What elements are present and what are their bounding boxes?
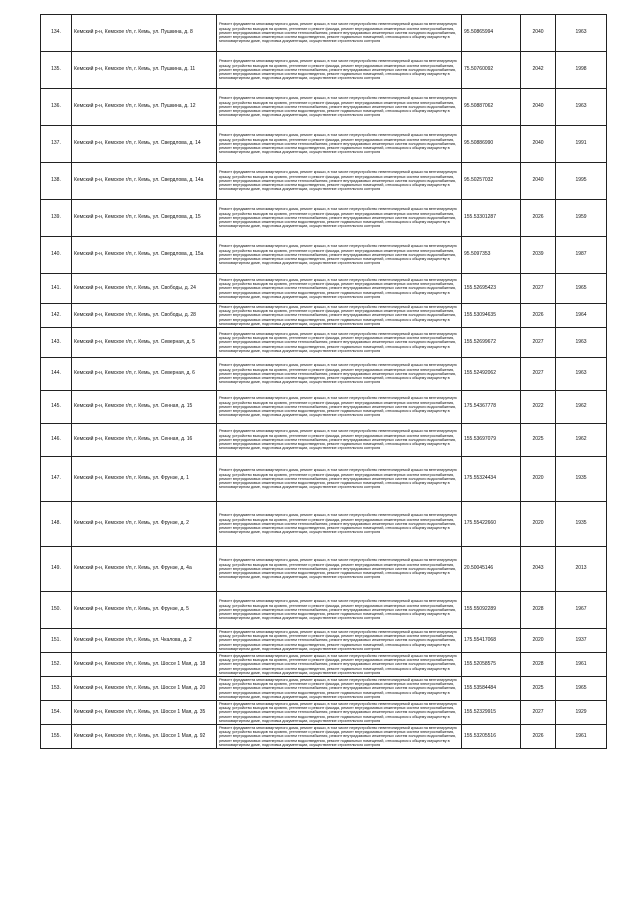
address-cell: Кемский р-н, Кемское г/п, г. Кемь, ул. Шоссе 1 Мая, д. 20 [72, 677, 217, 701]
address-cell: Кемский р-н, Кемское г/п, г. Кемь, ул. Северная, д. 6 [72, 358, 217, 391]
work-description-cell: Ремонт фундамента многоквартирного дома, ремонт крыши, в том числе переустройство невентилируемой крыши на вентилируемую крышу, устройство выходов на кровлю, утепление и ремонт фасада, ремонт внутридомовых инженерных систем электроснабжения, ремонт внутридомовых инженерных систем теплоснабжения, ремонт внутридомовых инженерных систем холодного водоснабжения, ремонт внутридомовых инженерных систем водоотведения, ремонт подвальных помещений, относящихся к общему имуществу в многоквартирном доме, подготовка документации, осуществление строительного контроля [217, 701, 462, 725]
work-description-cell: Ремонт фундамента многоквартирного дома, ремонт крыши, в том числе переустройство невентилируемой крыши на вентилируемую крышу, устройство выходов на кровлю, утепление и ремонт фасада, ремонт внутридомовых инженерных систем электроснабжения, ремонт внутридомовых инженерных систем теплоснабжения, ремонт внутридомовых инженерных систем холодного водоснабжения, ремонт внутридомовых инженерных систем водоотведения, ремонт подвальных помещений, относящихся к общему имуществу в многоквартирном доме, подготовка документации, осуществление строительного контроля [217, 304, 462, 328]
row-number-cell: 149. [41, 547, 72, 592]
cost-cell: 75.50760092 [462, 52, 521, 89]
table-row [41, 547, 607, 592]
address-cell: Кемский р-н, Кемское г/п, г. Кемь, ул. Свердлова, д. 15 [72, 200, 217, 237]
address-cell: Кемский р-н, Кемское г/п, г. Кемь, ул. Свердлова, д. 15а [72, 237, 217, 274]
build-year-cell: 1995 [556, 163, 607, 200]
cost-cell: 95.50257032 [462, 163, 521, 200]
work-description-cell: Ремонт фундамента многоквартирного дома, ремонт крыши, в том числе переустройство невентилируемой крыши на вентилируемую крышу, устройство выходов на кровлю, утепление и ремонт фасада, ремонт внутридомовых инженерных систем электроснабжения, ремонт внутридомовых инженерных систем теплоснабжения, ремонт внутридомовых инженерных систем холодного водоснабжения, ремонт внутридомовых инженерных систем водоотведения, ремонт подвальных помещений, относящихся к общему имуществу в многоквартирном доме, подготовка документации, осуществление строительного контроля [217, 725, 462, 749]
row-number-cell: 137. [41, 126, 72, 163]
row-number-cell: 155. [41, 725, 72, 749]
planned-year-cell: 2027 [521, 274, 556, 304]
planned-year-cell: 2040 [521, 126, 556, 163]
build-year-cell: 1935 [556, 502, 607, 547]
build-year-cell: 1962 [556, 391, 607, 424]
planned-year-cell: 2040 [521, 89, 556, 126]
planned-year-cell: 2026 [521, 304, 556, 328]
cost-cell: 95.50887062 [462, 89, 521, 126]
work-description-cell: Ремонт фундамента многоквартирного дома, ремонт крыши, в том числе переустройство невентилируемой крыши на вентилируемую крышу, устройство выходов на кровлю, утепление и ремонт фасада, ремонт внутридомовых инженерных систем электроснабжения, ремонт внутридомовых инженерных систем теплоснабжения, ремонт внутридомовых инженерных систем холодного водоснабжения, ремонт внутридомовых инженерных систем водоотведения, ремонт подвальных помещений, относящихся к общему имуществу в многоквартирном доме, подготовка документации, осуществление строительного контроля [217, 89, 462, 126]
cost-cell: 155.52058575 [462, 653, 521, 677]
work-description-cell: Ремонт фундамента многоквартирного дома, ремонт крыши, в том числе переустройство невентилируемой крыши на вентилируемую крышу, устройство выходов на кровлю, утепление и ремонт фасада, ремонт внутридомовых инженерных систем электроснабжения, ремонт внутридомовых инженерных систем теплоснабжения, ремонт внутридомовых инженерных систем холодного водоснабжения, ремонт внутридомовых инженерных систем водоотведения, ремонт подвальных помещений, относящихся к общему имуществу в многоквартирном доме, подготовка документации, осуществление строительного контроля [217, 358, 462, 391]
planned-year-cell: 2025 [521, 677, 556, 701]
planned-year-cell: 2026 [521, 725, 556, 749]
row-number-cell: 146. [41, 424, 72, 457]
table-row [41, 200, 607, 237]
planned-year-cell: 2039 [521, 237, 556, 274]
work-description-cell: Ремонт фундамента многоквартирного дома, ремонт крыши, в том числе переустройство невентилируемой крыши на вентилируемую крышу, устройство выходов на кровлю, утепление и ремонт фасада, ремонт внутридомовых инженерных систем электроснабжения, ремонт внутридомовых инженерных систем теплоснабжения, ремонт внутридомовых инженерных систем холодного водоснабжения, ремонт внутридомовых инженерных систем водоотведения, ремонт подвальных помещений, относящихся к общему имуществу в многоквартирном доме, подготовка документации, осуществление строительного контроля [217, 677, 462, 701]
table-row [41, 237, 607, 274]
row-number-cell: 134. [41, 15, 72, 52]
work-description-cell: Ремонт фундамента многоквартирного дома, ремонт крыши, в том числе переустройство невентилируемой крыши на вентилируемую крышу, устройство выходов на кровлю, утепление и ремонт фасада, ремонт внутридомовых инженерных систем электроснабжения, ремонт внутридомовых инженерных систем теплоснабжения, ремонт внутридомовых инженерных систем холодного водоснабжения, ремонт внутридомовых инженерных систем водоотведения, ремонт подвальных помещений, относящихся к общему имуществу в многоквартирном доме, подготовка документации, осуществление строительного контроля [217, 15, 462, 52]
cost-cell: 155.52699672 [462, 328, 521, 358]
work-description-cell: Ремонт фундамента многоквартирного дома, ремонт крыши, в том числе переустройство невентилируемой крыши на вентилируемую крышу, устройство выходов на кровлю, утепление и ремонт фасада, ремонт внутридомовых инженерных систем электроснабжения, ремонт внутридомовых инженерных систем теплоснабжения, ремонт внутридомовых инженерных систем холодного водоснабжения, ремонт внутридомовых инженерных систем водоотведения, ремонт подвальных помещений, относящихся к общему имуществу в многоквартирном доме, подготовка документации, осуществление строительного контроля [217, 274, 462, 304]
address-cell: Кемский р-н, Кемское г/п, г. Кемь, ул. Шоссе 1 Мая, д. 35 [72, 701, 217, 725]
work-description-cell: Ремонт фундамента многоквартирного дома, ремонт крыши, в том числе переустройство невентилируемой крыши на вентилируемую крышу, устройство выходов на кровлю, утепление и ремонт фасада, ремонт внутридомовых инженерных систем электроснабжения, ремонт внутридомовых инженерных систем теплоснабжения, ремонт внутридомовых инженерных систем холодного водоснабжения, ремонт внутридомовых инженерных систем водоотведения, ремонт подвальных помещений, относящихся к общему имуществу в многоквартирном доме, подготовка документации, осуществление строительного контроля [217, 163, 462, 200]
row-number-cell: 141. [41, 274, 72, 304]
planned-year-cell: 2042 [521, 52, 556, 89]
row-number-cell: 144. [41, 358, 72, 391]
table-row [41, 89, 607, 126]
cost-cell: 175.55422660 [462, 502, 521, 547]
row-number-cell: 150. [41, 592, 72, 629]
build-year-cell: 1987 [556, 237, 607, 274]
address-cell: Кемский р-н, Кемское г/п, г. Кемь, ул. Шоссе 1 Мая, д. 18 [72, 653, 217, 677]
address-cell: Кемский р-н, Кемское г/п, г. Кемь, ул. Свердлова, д. 14а [72, 163, 217, 200]
address-cell: Кемский р-н, Кемское г/п, г. Кемь, ул. Шоссе 1 Мая, д. 92 [72, 725, 217, 749]
build-year-cell: 2013 [556, 547, 607, 592]
table-row [41, 725, 607, 749]
cost-cell: 95.50886990 [462, 126, 521, 163]
build-year-cell: 1964 [556, 304, 607, 328]
planned-year-cell: 2028 [521, 592, 556, 629]
cost-cell: 95.5097353 [462, 237, 521, 274]
row-number-cell: 140. [41, 237, 72, 274]
table-row [41, 629, 607, 653]
row-number-cell: 154. [41, 701, 72, 725]
row-number-cell: 148. [41, 502, 72, 547]
build-year-cell: 1961 [556, 653, 607, 677]
cost-cell: 95.50865994 [462, 15, 521, 52]
planned-year-cell: 2040 [521, 163, 556, 200]
build-year-cell: 1965 [556, 677, 607, 701]
table-row [41, 358, 607, 391]
planned-year-cell: 2027 [521, 328, 556, 358]
build-year-cell: 1998 [556, 52, 607, 89]
planned-year-cell: 2026 [521, 200, 556, 237]
planned-year-cell: 2025 [521, 424, 556, 457]
table-row [41, 52, 607, 89]
table-row [41, 126, 607, 163]
cost-cell: 155.55092289 [462, 592, 521, 629]
row-number-cell: 151. [41, 629, 72, 653]
row-number-cell: 152. [41, 653, 72, 677]
build-year-cell: 1937 [556, 629, 607, 653]
table-row [41, 502, 607, 547]
table-row [41, 304, 607, 328]
planned-year-cell: 2027 [521, 701, 556, 725]
address-cell: Кемский р-н, Кемское г/п, г. Кемь, ул. Пушкина, д. 11 [72, 52, 217, 89]
build-year-cell: 1991 [556, 126, 607, 163]
table-row [41, 457, 607, 502]
address-cell: Кемский р-н, Кемское г/п, г. Кемь, ул. Сенная, д. 15 [72, 391, 217, 424]
table-row [41, 592, 607, 629]
work-description-cell: Ремонт фундамента многоквартирного дома, ремонт крыши, в том числе переустройство невентилируемой крыши на вентилируемую крышу, устройство выходов на кровлю, утепление и ремонт фасада, ремонт внутридомовых инженерных систем электроснабжения, ремонт внутридомовых инженерных систем теплоснабжения, ремонт внутридомовых инженерных систем холодного водоснабжения, ремонт внутридомовых инженерных систем водоотведения, ремонт подвальных помещений, относящихся к общему имуществу в многоквартирном доме, подготовка документации, осуществление строительного контроля [217, 424, 462, 457]
table-row [41, 653, 607, 677]
address-cell: Кемский р-н, Кемское г/п, г. Кемь, ул. Фрунзе, д. 5 [72, 592, 217, 629]
work-description-cell: Ремонт фундамента многоквартирного дома, ремонт крыши, в том числе переустройство невентилируемой крыши на вентилируемую крышу, устройство выходов на кровлю, утепление и ремонт фасада, ремонт внутридомовых инженерных систем электроснабжения, ремонт внутридомовых инженерных систем теплоснабжения, ремонт внутридомовых инженерных систем холодного водоснабжения, ремонт внутридомовых инженерных систем водоотведения, ремонт подвальных помещений, относящихся к общему имуществу в многоквартирном доме, подготовка документации, осуществление строительного контроля [217, 502, 462, 547]
planned-year-cell: 2022 [521, 391, 556, 424]
work-description-cell: Ремонт фундамента многоквартирного дома, ремонт крыши, в том числе переустройство невентилируемой крыши на вентилируемую крышу, устройство выходов на кровлю, утепление и ремонт фасада, ремонт внутридомовых инженерных систем электроснабжения, ремонт внутридомовых инженерных систем теплоснабжения, ремонт внутридомовых инженерных систем холодного водоснабжения, ремонт внутридомовых инженерных систем водоотведения, ремонт подвальных помещений, относящихся к общему имуществу в многоквартирном доме, подготовка документации, осуществление строительного контроля [217, 200, 462, 237]
address-cell: Кемский р-н, Кемское г/п, г. Кемь, ул. Северная, д. 5 [72, 328, 217, 358]
table-row [41, 328, 607, 358]
work-description-cell: Ремонт фундамента многоквартирного дома, ремонт крыши, в том числе переустройство невентилируемой крыши на вентилируемую крышу, устройство выходов на кровлю, утепление и ремонт фасада, ремонт внутридомовых инженерных систем электроснабжения, ремонт внутридомовых инженерных систем теплоснабжения, ремонт внутридомовых инженерных систем холодного водоснабжения, ремонт внутридомовых инженерных систем водоотведения, ремонт подвальных помещений, относящихся к общему имуществу в многоквартирном доме, подготовка документации, осуществление строительного контроля [217, 126, 462, 163]
cost-cell: 175.54367778 [462, 391, 521, 424]
cost-cell: 155.52695423 [462, 274, 521, 304]
work-description-cell: Ремонт фундамента многоквартирного дома, ремонт крыши, в том числе переустройство невентилируемой крыши на вентилируемую крышу, устройство выходов на кровлю, утепление и ремонт фасада, ремонт внутридомовых инженерных систем электроснабжения, ремонт внутридомовых инженерных систем теплоснабжения, ремонт внутридомовых инженерных систем холодного водоснабжения, ремонт внутридомовых инженерных систем водоотведения, ремонт подвальных помещений, относящихся к общему имуществу в многоквартирном доме, подготовка документации, осуществление строительного контроля [217, 629, 462, 653]
work-description-cell: Ремонт фундамента многоквартирного дома, ремонт крыши, в том числе переустройство невентилируемой крыши на вентилируемую крышу, устройство выходов на кровлю, утепление и ремонт фасада, ремонт внутридомовых инженерных систем электроснабжения, ремонт внутридомовых инженерных систем теплоснабжения, ремонт внутридомовых инженерных систем холодного водоснабжения, ремонт внутридомовых инженерных систем водоотведения, ремонт подвальных помещений, относящихся к общему имуществу в многоквартирном доме, подготовка документации, осуществление строительного контроля [217, 52, 462, 89]
row-number-cell: 143. [41, 328, 72, 358]
table-row [41, 391, 607, 424]
table-row [41, 15, 607, 52]
work-description-cell: Ремонт фундамента многоквартирного дома, ремонт крыши, в том числе переустройство невентилируемой крыши на вентилируемую крышу, устройство выходов на кровлю, утепление и ремонт фасада, ремонт внутридомовых инженерных систем электроснабжения, ремонт внутридомовых инженерных систем теплоснабжения, ремонт внутридомовых инженерных систем холодного водоснабжения, ремонт внутридомовых инженерных систем водоотведения, ремонт подвальных помещений, относящихся к общему имуществу в многоквартирном доме, подготовка документации, осуществление строительного контроля [217, 653, 462, 677]
planned-year-cell: 2020 [521, 502, 556, 547]
cost-cell: 155.53584484 [462, 677, 521, 701]
address-cell: Кемский р-н, Кемское г/п, г. Кемь, ул. Сенная, д. 16 [72, 424, 217, 457]
planned-year-cell: 2020 [521, 629, 556, 653]
work-description-cell: Ремонт фундамента многоквартирного дома, ремонт крыши, в том числе переустройство невентилируемой крыши на вентилируемую крышу, устройство выходов на кровлю, утепление и ремонт фасада, ремонт внутридомовых инженерных систем электроснабжения, ремонт внутридомовых инженерных систем теплоснабжения, ремонт внутридомовых инженерных систем холодного водоснабжения, ремонт внутридомовых инженерных систем водоотведения, ремонт подвальных помещений, относящихся к общему имуществу в многоквартирном доме, подготовка документации, осуществление строительного контроля [217, 592, 462, 629]
address-cell: Кемский р-н, Кемское г/п, г. Кемь, ул. Свободы, д. 28 [72, 304, 217, 328]
address-cell: Кемский р-н, Кемское г/п, г. Кемь, ул. Свердлова, д. 14 [72, 126, 217, 163]
build-year-cell: 1965 [556, 274, 607, 304]
address-cell: Кемский р-н, Кемское г/п, г. Кемь, ул. Пушкина, д. 12 [72, 89, 217, 126]
work-description-cell: Ремонт фундамента многоквартирного дома, ремонт крыши, в том числе переустройство невентилируемой крыши на вентилируемую крышу, устройство выходов на кровлю, утепление и ремонт фасада, ремонт внутридомовых инженерных систем электроснабжения, ремонт внутридомовых инженерных систем теплоснабжения, ремонт внутридомовых инженерных систем холодного водоснабжения, ремонт внутридомовых инженерных систем водоотведения, ремонт подвальных помещений, относящихся к общему имуществу в многоквартирном доме, подготовка документации, осуществление строительного контроля [217, 391, 462, 424]
cost-cell: 155.53301287 [462, 200, 521, 237]
build-year-cell: 1963 [556, 328, 607, 358]
cost-cell: 155.52329915 [462, 701, 521, 725]
table-row [41, 163, 607, 200]
build-year-cell: 1961 [556, 725, 607, 749]
table-body [41, 15, 607, 749]
address-cell: Кемский р-н, Кемское г/п, г. Кемь, ул. Фрунзе, д. 2 [72, 502, 217, 547]
table-row [41, 677, 607, 701]
address-cell: Кемский р-н, Кемское г/п, г. Кемь, ул. Чкалова, д. 2 [72, 629, 217, 653]
build-year-cell: 1963 [556, 89, 607, 126]
build-year-cell: 1963 [556, 15, 607, 52]
address-cell: Кемский р-н, Кемское г/п, г. Кемь, ул. Пушкина, д. 8 [72, 15, 217, 52]
row-number-cell: 145. [41, 391, 72, 424]
work-description-cell: Ремонт фундамента многоквартирного дома, ремонт крыши, в том числе переустройство невентилируемой крыши на вентилируемую крышу, устройство выходов на кровлю, утепление и ремонт фасада, ремонт внутридомовых инженерных систем электроснабжения, ремонт внутридомовых инженерных систем теплоснабжения, ремонт внутридомовых инженерных систем холодного водоснабжения, ремонт внутридомовых инженерных систем водоотведения, ремонт подвальных помещений, относящихся к общему имуществу в многоквартирном доме, подготовка документации, осуществление строительного контроля [217, 328, 462, 358]
build-year-cell: 1929 [556, 701, 607, 725]
build-year-cell: 1935 [556, 457, 607, 502]
cost-cell: 155.52492062 [462, 358, 521, 391]
cost-cell: 155.53094635 [462, 304, 521, 328]
capital-repair-table [40, 14, 607, 749]
row-number-cell: 147. [41, 457, 72, 502]
work-description-cell: Ремонт фундамента многоквартирного дома, ремонт крыши, в том числе переустройство невентилируемой крыши на вентилируемую крышу, устройство выходов на кровлю, утепление и ремонт фасада, ремонт внутридомовых инженерных систем электроснабжения, ремонт внутридомовых инженерных систем теплоснабжения, ремонт внутридомовых инженерных систем холодного водоснабжения, ремонт внутридомовых инженерных систем водоотведения, ремонт подвальных помещений, относящихся к общему имуществу в многоквартирном доме, подготовка документации, осуществление строительного контроля [217, 457, 462, 502]
build-year-cell: 1959 [556, 200, 607, 237]
planned-year-cell: 2020 [521, 457, 556, 502]
cost-cell: 20.50045146 [462, 547, 521, 592]
planned-year-cell: 2040 [521, 15, 556, 52]
row-number-cell: 139. [41, 200, 72, 237]
address-cell: Кемский р-н, Кемское г/п, г. Кемь, ул. Фрунзе, д. 1 [72, 457, 217, 502]
cost-cell: 175.55417068 [462, 629, 521, 653]
work-description-cell: Ремонт фундамента многоквартирного дома, ремонт крыши, в том числе переустройство невентилируемой крыши на вентилируемую крышу, устройство выходов на кровлю, утепление и ремонт фасада, ремонт внутридомовых инженерных систем электроснабжения, ремонт внутридомовых инженерных систем теплоснабжения, ремонт внутридомовых инженерных систем холодного водоснабжения, ремонт внутридомовых инженерных систем водоотведения, ремонт подвальных помещений, относящихся к общему имуществу в многоквартирном доме, подготовка документации, осуществление строительного контроля [217, 237, 462, 274]
planned-year-cell: 2043 [521, 547, 556, 592]
cost-cell: 155.53697079 [462, 424, 521, 457]
table-row [41, 424, 607, 457]
table-row [41, 701, 607, 725]
planned-year-cell: 2028 [521, 653, 556, 677]
address-cell: Кемский р-н, Кемское г/п, г. Кемь, ул. Свободы, д. 24 [72, 274, 217, 304]
row-number-cell: 142. [41, 304, 72, 328]
cost-cell: 175.55324434 [462, 457, 521, 502]
table-row [41, 274, 607, 304]
cost-cell: 155.53205516 [462, 725, 521, 749]
row-number-cell: 138. [41, 163, 72, 200]
row-number-cell: 136. [41, 89, 72, 126]
row-number-cell: 135. [41, 52, 72, 89]
build-year-cell: 1962 [556, 424, 607, 457]
planned-year-cell: 2027 [521, 358, 556, 391]
build-year-cell: 1967 [556, 592, 607, 629]
build-year-cell: 1963 [556, 358, 607, 391]
work-description-cell: Ремонт фундамента многоквартирного дома, ремонт крыши, в том числе переустройство невентилируемой крыши на вентилируемую крышу, устройство выходов на кровлю, утепление и ремонт фасада, ремонт внутридомовых инженерных систем электроснабжения, ремонт внутридомовых инженерных систем теплоснабжения, ремонт внутридомовых инженерных систем холодного водоснабжения, ремонт внутридомовых инженерных систем водоотведения, ремонт подвальных помещений, относящихся к общему имуществу в многоквартирном доме, подготовка документации, осуществление строительного контроля [217, 547, 462, 592]
address-cell: Кемский р-н, Кемское г/п, г. Кемь, ул. Фрунзе, д. 4а [72, 547, 217, 592]
row-number-cell: 153. [41, 677, 72, 701]
